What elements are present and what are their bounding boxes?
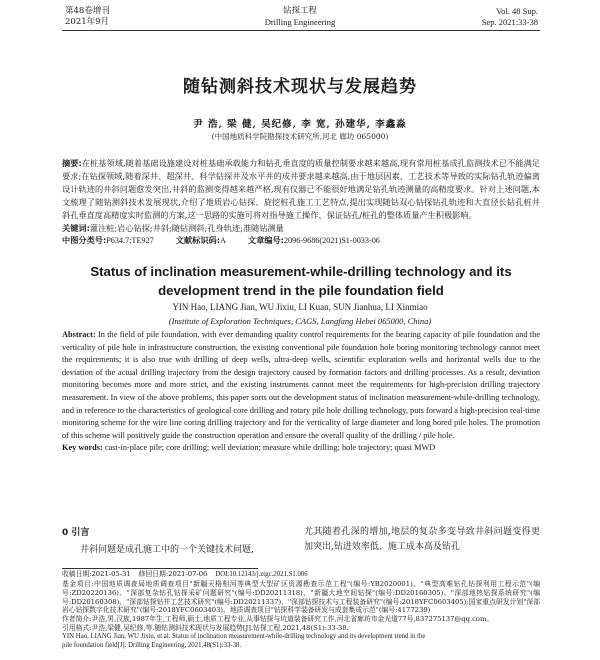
abstract-en-text: In the field of pile foundation, with ever demanding quality control requirements for the bearing capacity of pile foundation and the verticality of pile hole in infrastructure construction, the existing conventional pile foundation hole boring monitoring technology cannot meet the requirements; it is also true with drilling of deep wells, ultra-deep wells, scientific exploration wells and horizontal wells due to the deviation of the actual drilling trajectory from the design trajectory caused by formation factors and drilling processes. As a result, deviation monitoring becomes more and more strict, and the existing instruments cannot meet the requirements for high-precision drilling trajectory measurement. In view of the above problems, this paper sorts out the development status of inclination measurement-while-drilling technology, and in reference to the characteristics of geological core drilling and rotary pile hole drilling technology, puts forward a high-precision real-time monitoring scheme for the wire line coring drilling trajectory and for the verticality of large diameter and long bored pile holes. The promotion of this scheme will positively guide the construction operation and ensure the overall quality of the drilling / pile hole. bbox=[62, 330, 541, 440]
doc-code-label: 文献标识码: bbox=[175, 235, 220, 246]
footnote-funding: 基金项目:中国地质调查局地质调查项目"新疆天格相河等典型大型矿区资源勘查示范工程"(编号:YB2020001)、"典型高难钻孔钻探利用工程示范"(编号:ZD20220136)、"深部复杂钻孔钻探采矿问题研究"(编号:DD20211318)、"新疆大地空间钻探"(编号:DD20160305)、"深部地热钻探系统研究"(编号:DD20160308)、"深部钻探钻井工艺技术研究"(编号:DD20211337)、"深部钻探技术与工程装备研究"(编号:2018YFC0603405);国家重点研发计划"深部岩心钻探数字化技术研究"(编号:2018YFC0603403)、地质调查项目"钻探科学装备研发与成套集成示范"(编号:4177239) bbox=[62, 579, 540, 615]
affiliation-en: (Institute of Exploration Techniques, CAGS, Langfang Hebei 065000, China) bbox=[168, 316, 432, 326]
abstract-cn-label: 摘要: bbox=[62, 158, 82, 168]
article-no-label: 文章编号: bbox=[247, 235, 284, 246]
abstract-en-block bbox=[62, 329, 540, 455]
volume-label-en: Vol. 48 Sup. bbox=[496, 6, 538, 16]
received-date: 收稿日期:2021-05-31 bbox=[62, 570, 131, 578]
footnote-citation-cn: 引用格式:尹浩,梁健,吴纪修,等.随钻测斜技术现状与发展趋势[J].钻探工程,2021,48(S1):33-38. bbox=[62, 624, 349, 633]
footnote-citation-en-1: YIN Hao, LIANG Jian, WU Jixiu, et al. Status of inclination measurement-while-drilling technology and its development trend in the bbox=[62, 632, 426, 640]
journal-pages-info bbox=[482, 6, 538, 27]
article-title-en bbox=[62, 262, 540, 300]
clc-label: 中图分类号: bbox=[62, 235, 107, 246]
keywords-cn-text: 灌注桩;岩心钻探;井斜;随钻测斜;孔身轨迹;准随钻测量 bbox=[89, 222, 284, 233]
abstract-cn-text: 在桩基领域,随着基础设施建设对桩基础承载能力和钻孔垂直度的质量控制要求越来越高,现有常用桩基成孔监测技术已不能满足要求;在钻探领域,随着深井、超深井、科学钻探井及水平井的成井要求越来越高,由于地层因素、工艺技术等导致的实际钻孔轨迹偏离设计轨迹的井斜问题愈发突出,井斜的监测变得越来越严格,现有仪器已不能很好地满足钻孔轨迹测量的高精度要求。针对上述问题,本文梳理了随钻测斜技术发展现状,介绍了地质岩心钻探、旋挖桩孔施工工艺特点,提出实现随钻双心钻探钻孔轨迹和大直径长钻孔桩井斜孔垂直度高精度实时监测的方案,这一思路的实施可将对指导施工操作、保证钻孔/桩孔的整体质量产生积极影响。 bbox=[62, 158, 540, 220]
doi: DOI:10.12143/j.ztgc.2021.S1.006 bbox=[215, 571, 308, 578]
journal-name-en: Drilling Engineering bbox=[264, 16, 336, 27]
authors-en: YIN Hao, LIANG Jian, WU Jixiu, LI Kuan, SUN Jianhua, LI Xinmiao bbox=[172, 302, 428, 312]
intro-text-left: 井斜问题是成孔施工中的一个关键技术问题, bbox=[80, 545, 254, 555]
page-range-label: Sep. 2021:33-38 bbox=[481, 16, 538, 27]
clc-value: P634.7;TE927 bbox=[106, 236, 154, 246]
keywords-en bbox=[62, 442, 540, 455]
date-label: 2021年9月 bbox=[65, 16, 110, 27]
header-divider bbox=[62, 30, 540, 31]
volume-label: 第48卷增刊 bbox=[65, 6, 110, 16]
intro-heading: 0 引言 bbox=[62, 528, 90, 538]
abstract-en-label: Abstract: bbox=[62, 330, 96, 339]
revised-date: 修回日期:2021-07-06 bbox=[138, 570, 208, 578]
footnote-citation-en-2: pile foundation field[J]. Drilling Engineering, 2021,48(S1):33-38. bbox=[62, 641, 242, 649]
footnote-dates bbox=[62, 570, 540, 580]
abstract-cn bbox=[62, 157, 540, 222]
footnotes bbox=[62, 570, 540, 651]
journal-name-cn: 钻探工程 bbox=[282, 6, 317, 16]
title-en-line1: Status of inclination measurement-while-drilling technology and its bbox=[90, 264, 512, 279]
keywords-cn-label: 关键词: bbox=[62, 222, 90, 233]
affiliation-cn: (中国地质科学院勘探技术研究所,河北 廊坊 065000) bbox=[211, 132, 389, 141]
doc-code-value: A bbox=[219, 236, 226, 246]
keywords-en-text: cast-in-place pile; core drilling; well deviation; measure while drilling; hole trajectory; quasi MWD bbox=[104, 443, 436, 453]
keywords-en-label: Key words: bbox=[62, 443, 103, 453]
abstract-en bbox=[62, 329, 540, 442]
authors-cn: 尹 浩, 梁 健, 吴纪修, 李 宽, 孙建华, 李鑫淼 bbox=[193, 119, 407, 130]
keywords-cn bbox=[62, 222, 540, 235]
article-title-cn: 随钻测斜技术现状与发展趋势 bbox=[183, 77, 417, 97]
article-no-value: 2096-9686(2021)S1-0033-06 bbox=[283, 236, 380, 246]
classification-line bbox=[62, 234, 540, 248]
abstract-cn-block bbox=[62, 157, 540, 248]
footnote-divider bbox=[62, 568, 258, 569]
title-en-line2: development trend in the pile foundation field bbox=[158, 283, 444, 298]
intro-text-right: 尤其随着孔深的增加,地层的复杂多变导致井斜问题变得更加突出,钻进效率低、施工成本高及钻孔 bbox=[304, 527, 540, 552]
footnote-author: 作者简介:尹浩,男,汉族,1987年生,工程师,硕士,地质工程专业,从事钻探与坑道装备研究工作,河北省廊坊市金光道77号,837275137@qq.com。 bbox=[62, 615, 494, 624]
